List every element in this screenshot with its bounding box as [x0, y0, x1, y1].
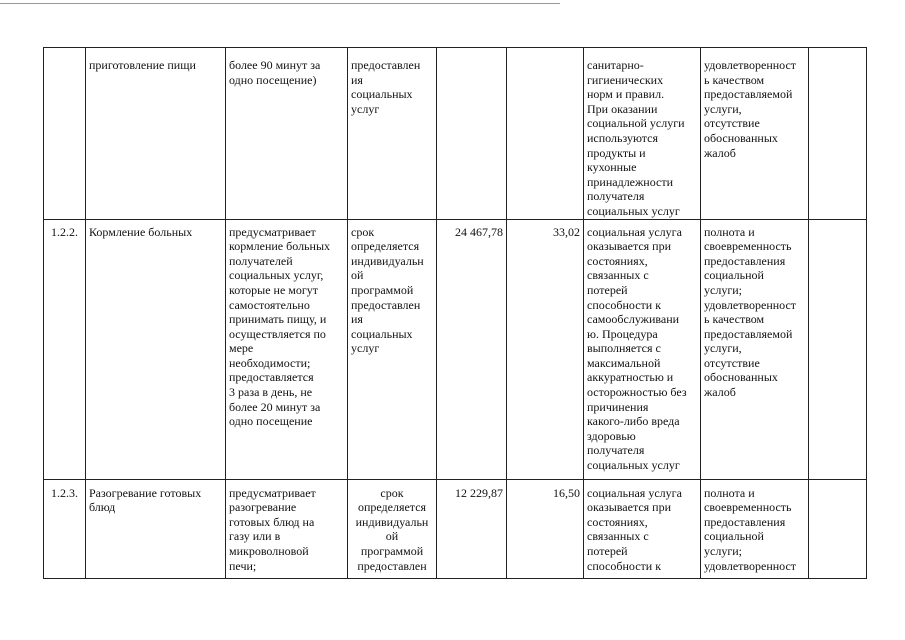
service-name: Кормление больных — [86, 219, 226, 479]
service-conditions: социальная услуга оказывается при состояниях, связанных с потерей способности к — [584, 479, 701, 578]
service-description: предусматривает кормление больных получателей социальных услуг, которые не могут самостоятельно принимать пищу, и осуществляется по мере необходимости; предоставляется 3 раза в день, не более 20 минут за одно посещение — [226, 219, 348, 479]
service-quality: полнота и своевременность предоставления социальной услуги; удовлетворенност — [701, 479, 809, 578]
service-quality: удовлетворенност ь качеством предоставляемой услуги, отсутствие обоснованных жалоб — [701, 48, 809, 220]
service-quality: полнота и своевременность предоставления социальной услуги; удовлетворенност ь качеством предоставляемой услуги, отсутствие обоснованных жалоб — [701, 219, 809, 479]
table-row — [44, 219, 867, 479]
service-code: 1.2.3. — [44, 479, 86, 578]
service-description: более 90 минут за одно посещение) — [226, 48, 348, 220]
table-row — [44, 48, 867, 220]
service-term: предоставлен ия социальных услуг — [348, 48, 437, 220]
service-name: приготовление пищи — [86, 48, 226, 220]
services-table — [43, 47, 867, 579]
table-row — [44, 479, 867, 578]
service-code: 1.2.2. — [44, 219, 86, 479]
top-rule — [0, 3, 560, 4]
service-conditions: социальная услуга оказывается при состояниях, связанных с потерей способности к самообслуживани ю. Процедура выполняется с максимальной аккуратностью и осторожностью без причинения какого-либо вреда здоровью получателя социальных услуг — [584, 219, 701, 479]
service-name: Разогревание готовых блюд — [86, 479, 226, 578]
service-extra — [809, 479, 867, 578]
service-term: срок определяется индивидуальн ой программой предоставлен — [348, 479, 437, 578]
service-conditions: санитарно- гигиенических норм и правил. При оказании социальной услуги используются продукты и кухонные принадлежности получателя социальных услуг — [584, 48, 701, 220]
service-norm: 33,02 — [507, 219, 584, 479]
service-norm: 16,50 — [507, 479, 584, 578]
service-extra — [809, 219, 867, 479]
service-code — [44, 48, 86, 220]
service-norm — [507, 48, 584, 220]
service-price: 24 467,78 — [437, 219, 507, 479]
service-price — [437, 48, 507, 220]
service-term: срок определяется индивидуальн ой программой предоставлен ия социальных услуг — [348, 219, 437, 479]
service-extra — [809, 48, 867, 220]
service-description: предусматривает разогревание готовых блюд на газу или в микроволновой печи; — [226, 479, 348, 578]
service-price: 12 229,87 — [437, 479, 507, 578]
